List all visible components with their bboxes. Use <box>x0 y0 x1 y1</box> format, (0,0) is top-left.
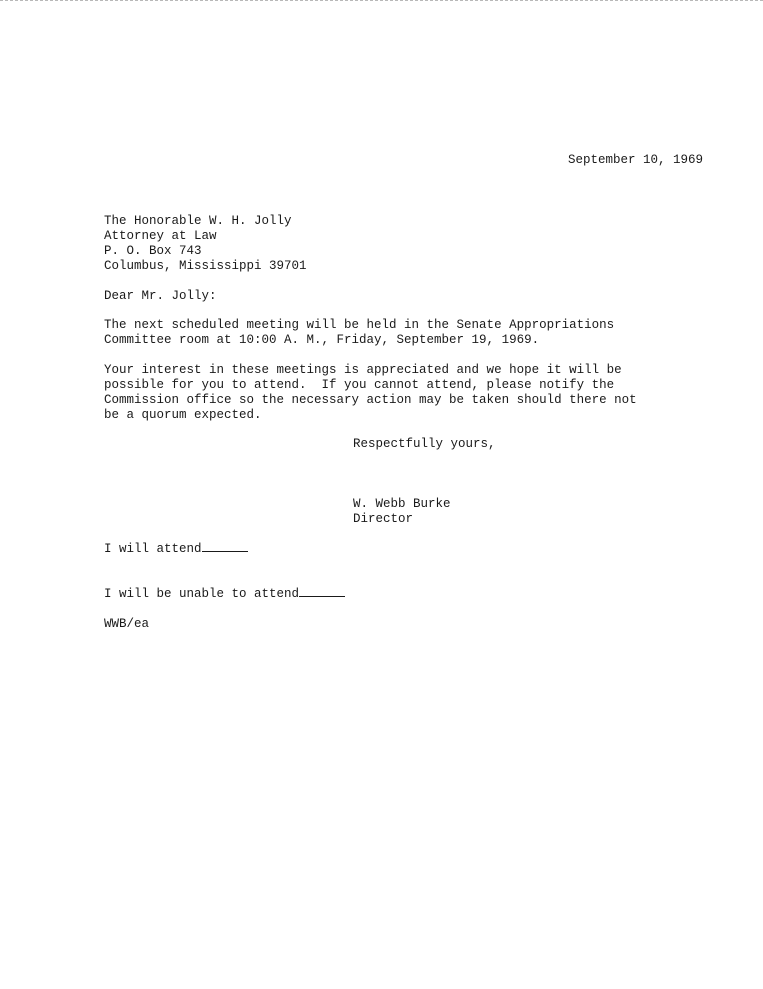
unable-blank[interactable] <box>299 586 345 597</box>
paragraph-line: Committee room at 10:00 A. M., Friday, September 19, 1969. <box>104 333 540 347</box>
signature-name: W. Webb Burke <box>353 497 451 511</box>
page-top-border <box>0 0 763 1</box>
signature-title: Director <box>353 512 414 526</box>
attend-blank[interactable] <box>202 541 248 552</box>
attend-label: I will attend <box>104 542 202 556</box>
paragraph-line: be a quorum expected. <box>104 408 262 422</box>
closing: Respectfully yours, <box>353 437 496 451</box>
recipient-name: The Honorable W. H. Jolly <box>104 214 292 228</box>
paragraph-line: Commission office so the necessary action may be taken should there not <box>104 393 637 407</box>
recipient-city: Columbus, Mississippi 39701 <box>104 259 307 273</box>
typist-initials: WWB/ea <box>104 617 150 631</box>
paragraph-line: The next scheduled meeting will be held in the Senate Appropriations <box>104 318 615 332</box>
recipient-title: Attorney at Law <box>104 229 217 243</box>
attend-response <box>104 541 248 557</box>
salutation: Dear Mr. Jolly: <box>104 289 217 303</box>
paragraph-line: possible for you to attend. If you cannot attend, please notify the <box>104 378 615 392</box>
unable-label: I will be unable to attend <box>104 587 300 601</box>
paragraph-line: Your interest in these meetings is appreciated and we hope it will be <box>104 363 622 377</box>
letter-date: September 10, 1969 <box>568 153 704 167</box>
recipient-po-box: P. O. Box 743 <box>104 244 202 258</box>
unable-response <box>104 586 345 602</box>
